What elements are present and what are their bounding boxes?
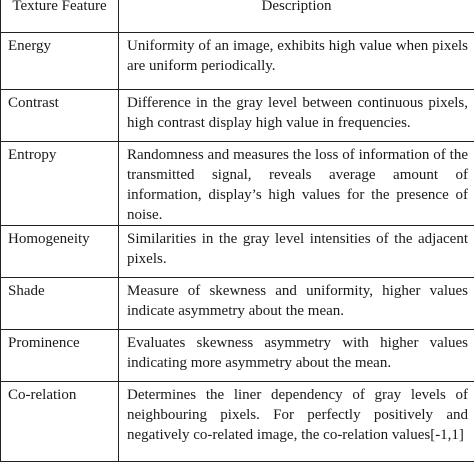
table-row — [1, 330, 474, 382]
description-cell: Measure of skewness and uniformity, higher values indicate asymmetry about the mean. — [119, 278, 474, 330]
description-cell: Randomness and measures the loss of information of the transmitted signal, reveals average amount of information, display’s high values for the presence of noise. — [119, 142, 474, 226]
header-description: Description — [119, 0, 474, 33]
feature-cell: Co-relation — [1, 382, 119, 462]
feature-cell: Entropy — [1, 142, 119, 226]
description-cell: Difference in the gray level between continuous pixels, high contrast display high value in frequencies. — [119, 90, 474, 142]
table-row — [1, 278, 474, 330]
table-header-row — [1, 0, 474, 33]
feature-cell: Energy — [1, 33, 119, 90]
description-cell: Evaluates skewness asymmetry with higher values indicating more asymmetry about the mean. — [119, 330, 474, 382]
feature-cell: Contrast — [1, 90, 119, 142]
feature-cell: Shade — [1, 278, 119, 330]
header-texture-feature: Texture Feature — [1, 0, 119, 33]
description-cell: Uniformity of an image, exhibits high value when pixels are uniform periodically. — [119, 33, 474, 90]
feature-cell: Prominence — [1, 330, 119, 382]
description-cell: Determines the liner dependency of gray levels of neighbouring pixels. For perfectly positively and negatively co-related image, the co-relation values[-1,1] — [119, 382, 474, 462]
description-cell: Similarities in the gray level intensities of the adjacent pixels. — [119, 226, 474, 278]
table-row — [1, 33, 474, 90]
table-row — [1, 382, 474, 462]
table-row — [1, 226, 474, 278]
table-row — [1, 142, 474, 226]
feature-cell: Homogeneity — [1, 226, 119, 278]
table-row — [1, 90, 474, 142]
